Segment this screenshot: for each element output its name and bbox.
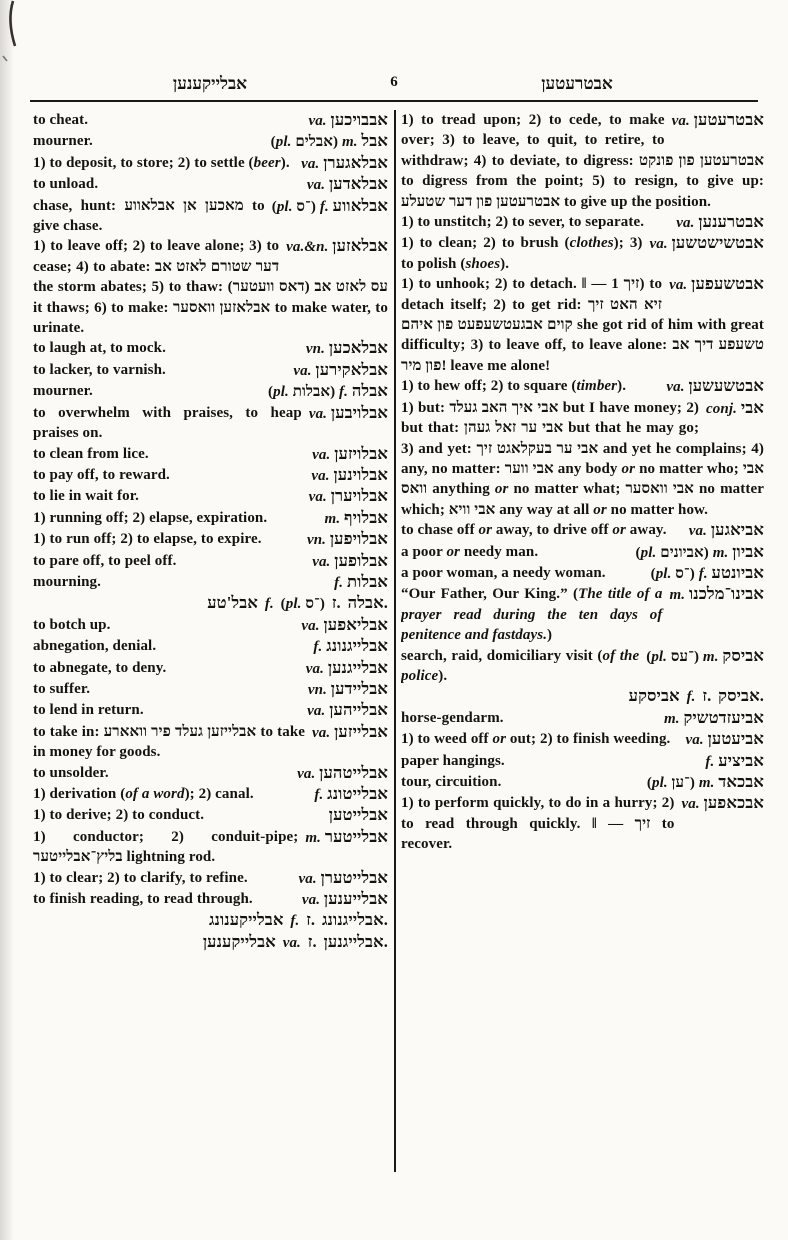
dictionary-entry [401, 274, 764, 376]
definition-text: 1) to perform quickly, to do in a hurry; 2) to read through quickly. ‖ — זיך to recover. [401, 795, 675, 853]
definition-text: 1) running off; 2) elapse, expiration. [33, 509, 268, 526]
headword-group [325, 508, 388, 529]
pos-tag: va. [308, 113, 327, 129]
headword-group [334, 572, 388, 593]
headword: אבבויכען [330, 110, 388, 129]
dictionary-entry [33, 381, 388, 402]
headword-group [666, 376, 764, 397]
pos-tag: va. [293, 362, 312, 379]
pen-mark-artifact [0, 0, 34, 80]
headword-group [308, 110, 388, 131]
headword: אבטרענען [698, 212, 764, 232]
pos-tag: m. [324, 510, 341, 527]
headword: אבלאווע [332, 195, 388, 215]
headword-group [302, 889, 388, 910]
definition-text: 1) to deposit, to store; 2) to settle (beer). [33, 154, 290, 171]
headword: אבלייטען [328, 805, 388, 825]
pos-tag: va. [301, 892, 321, 909]
definition-text: search, raid, domiciliary visit (of the police). [401, 647, 640, 684]
definition-text: to clean from lice. [33, 445, 149, 462]
headword-group [705, 751, 764, 772]
dictionary-entry [33, 110, 388, 131]
pos-tag: (pl. אבלים) m. [270, 134, 358, 151]
headword: אבלאדען [328, 174, 388, 194]
pos-tag: va. [298, 870, 317, 887]
dictionary-entry [401, 708, 764, 729]
ref-segment: אבלה. [347, 593, 388, 613]
running-head-left-word: אבלייקענען [172, 74, 248, 93]
ref-segment: ז. [702, 686, 712, 706]
pos-tag: va. [308, 405, 328, 422]
pos-tag: va. [312, 724, 331, 741]
headword-group [313, 636, 388, 657]
definition-text: to abnegate, to deny. [33, 659, 167, 676]
definition-text: tour, circuition. [401, 774, 502, 790]
dictionary-entry [33, 131, 388, 152]
ref-segment: f. [264, 596, 274, 613]
dictionary-entry [401, 563, 764, 584]
dictionary-entry [401, 398, 764, 520]
headword: אבלייטונג [327, 784, 388, 803]
headword: אבינו־מלכנו [688, 584, 764, 604]
pos-tag: vn. [307, 681, 327, 698]
headword-group [311, 465, 388, 486]
dictionary-entry [401, 584, 764, 645]
dictionary-entry [33, 658, 388, 679]
ref-segment: אבלייגנען. [323, 931, 388, 951]
headword-group [669, 274, 764, 295]
dictionary-entry [401, 646, 764, 687]
headword-group [307, 529, 388, 550]
dictionary-entry [33, 679, 388, 700]
definition-text: 1) to clear; 2) to clarify, to refine. [33, 869, 248, 886]
headword-group [676, 212, 764, 233]
pos-tag: va. [301, 617, 320, 634]
pos-tag: (pl. אביונים) m. [635, 544, 729, 561]
definition-text: to lie in wait for. [33, 488, 139, 505]
definition-text: a poor woman, a needy woman. [401, 564, 606, 581]
headword: אבל [361, 131, 388, 151]
dictionary-entry [33, 551, 388, 572]
definition-text: to laugh at, to mock. [33, 340, 166, 357]
dictionary-entry [401, 751, 764, 772]
definition-text: to chase off or away, to drive off or away. [401, 522, 667, 539]
pos-tag: va. [676, 215, 695, 232]
headword: אבלויפען [329, 529, 388, 549]
dictionary-entry [33, 444, 388, 465]
dictionary-entry [401, 212, 764, 233]
pos-tag: va. [666, 379, 685, 396]
headword: אבלייטער [324, 826, 388, 846]
pos-tag: conj. [706, 400, 737, 417]
pos-tag: f. [705, 753, 715, 770]
headword-group [681, 793, 764, 814]
definition-text: 1) to hew off; 2) to square (timber). [401, 378, 627, 395]
pos-tag: m. [305, 829, 321, 846]
headword: אבכאפען [703, 793, 764, 813]
dictionary-entry [33, 636, 388, 657]
dictionary-entry [33, 868, 388, 889]
pos-tag: va. [306, 177, 326, 194]
pos-tag: va. [685, 732, 704, 749]
ref-segment: ז. [306, 910, 316, 930]
cross-reference-line [33, 932, 388, 953]
pos-tag: va. [671, 113, 690, 129]
headword-group [650, 233, 764, 254]
cross-reference-line [401, 686, 764, 707]
headword: אביעזדטשיק [683, 707, 764, 727]
dictionary-entry [33, 360, 388, 381]
definition-text: to take in: אבלייזען געלד פיר וואארע to take in money for goods. [33, 723, 306, 761]
cross-reference-line [33, 910, 388, 931]
ref-segment: f. [686, 689, 696, 706]
headword-group [647, 772, 764, 793]
definition-text: a poor or needy man. [401, 543, 539, 560]
headword: אבלוינען [333, 464, 388, 484]
definition-text: 1) to leave off; 2) to leave alone; 3) to cease; 4) to abate: דער שטורם לאזט אב the storm abates; 5) to thaw: עס לאזט אב (דאס וועטער) it thaws; 6) to make: אבלאזען וואסער to make water, to urinate. [33, 238, 388, 337]
pos-tag: vn. [306, 532, 326, 549]
dictionary-entry [33, 763, 388, 784]
dictionary-entry [401, 793, 764, 854]
headword: אבלייענען [323, 889, 388, 909]
headword: אבי [740, 397, 764, 417]
headword: אבלה [351, 381, 388, 401]
headword-group [271, 131, 388, 152]
pos-tag: va. [688, 523, 707, 540]
definition-text: mourner. [33, 383, 93, 400]
pos-tag: (pl. ־ס) f. [271, 198, 329, 215]
headword: אביעטען [707, 729, 764, 749]
headword: אביון [732, 541, 764, 561]
cross-reference-line [33, 593, 388, 614]
definition-text: to pay off, to reward. [33, 466, 170, 483]
headword-group [307, 700, 388, 721]
dictionary-entry [33, 236, 388, 338]
ref-segment: אבל'טע [207, 593, 258, 613]
dictionary-entry [33, 889, 388, 910]
ref-segment: אבלייקענען [202, 931, 276, 951]
left-column [33, 110, 388, 1172]
ref-segment: אבלייקענונג [208, 910, 284, 930]
definition-text: to lacker, to varnish. [33, 361, 166, 378]
ref-segment: (pl. ־ס) [280, 596, 325, 613]
headword: אבכאד [718, 772, 764, 791]
headword-group [686, 729, 765, 750]
pos-tag: (pl. ־ען) m. [646, 775, 715, 791]
headword: אבטשעפען [691, 274, 764, 294]
pos-tag: f. [313, 639, 323, 656]
headword-group [307, 174, 388, 195]
headword: אבלויערן [330, 486, 388, 506]
ref-segment: f. [290, 913, 300, 930]
dictionary-entry [401, 376, 764, 397]
headword-group [305, 827, 388, 848]
definition-text: 1) but: אבי איך האב געלד but I have money; 2) but that: אבי ער זאל געהן but that he may go; 3) and yet: אבי ער בעקלאגט זיך and yet he complains; 4) any, no matter: אבי ווער any body or no matter who; אבי וואס anything or no matter what; אבי וואסער no matter which; אבי וויא any way at all or no matter how. [401, 399, 764, 518]
definition-text: “Our Father, Our King.” (The title of a prayer read during the ten days of penitence and fastdays.) [401, 586, 663, 644]
dictionary-entry [33, 338, 388, 359]
ref-segment: va. [282, 934, 301, 951]
ref-segment: ז. [307, 931, 317, 951]
definition-text: 1) to derive; 2) to conduct. [33, 807, 205, 824]
dictionary-entry [33, 805, 388, 826]
definition-text: mourner. [33, 133, 93, 150]
dictionary-entry [33, 572, 388, 593]
headword: אבלייזען [334, 721, 388, 741]
headword-group [689, 520, 764, 541]
dictionary-entry [33, 827, 388, 868]
pos-tag: (pl. אבלות) f. [268, 384, 348, 401]
definition-text: to unsolder. [33, 764, 109, 781]
pos-tag: va. [312, 553, 331, 570]
definition-text: to overwhelm with praises, to heap praises on. [33, 404, 302, 442]
definition-text: horse-gendarm. [401, 709, 504, 726]
headword-group [651, 563, 764, 584]
definition-text: 1) to tread upon; 2) to cede, to make over; 3) to leave, to quit, to retire, to withdraw; 4) to deviate, to digress: אבטרעטען פון פונקט to digress from the point; 5) to resign, to give up: אבטרעטען פון דער שטעלע to give up the position. [401, 112, 764, 210]
dictionary-entry [401, 233, 764, 274]
headword: אבליאפען [323, 614, 388, 634]
headword-group [306, 338, 388, 359]
pos-tag: m. [663, 710, 680, 727]
definition-text: to pare off, to peel off. [33, 552, 177, 569]
headword: אבלאכען [328, 338, 388, 358]
running-head [0, 74, 788, 96]
headword: אבליידען [330, 678, 388, 698]
pos-tag: va. [308, 489, 327, 506]
headword: אבלופען [334, 550, 388, 570]
headword: אביסק [722, 645, 764, 665]
headword: אבלאקירען [315, 359, 388, 379]
headword-group [293, 360, 388, 381]
pos-tag: va. [301, 155, 320, 172]
header-rule [30, 100, 758, 102]
definition-text: 1) to unhook; 2) to detach. ‖ — זיך 1) to detach itself; 2) to get rid: זיא האט זיך קוים אבגעטשעפעט פון איהם she got rid of him with great difficulty; 3) to leave off, to leave alone: טשעפע דיך אב פון מיר! leave me alone! [401, 276, 764, 374]
dictionary-entry [401, 772, 764, 793]
headword: אבלייהען [329, 700, 388, 720]
definition-text: chase, hunt: מאכען אן אבלאווע to give chase. [33, 197, 265, 235]
dictionary-entry [401, 520, 764, 541]
definition-text: 1) derivation (of a word); 2) canal. [33, 786, 254, 802]
definition-text: abnegation, denial. [33, 638, 157, 655]
headword-group [308, 679, 388, 700]
definition-text: to lend in return. [33, 702, 144, 719]
headword-group [669, 584, 764, 605]
pos-tag: (pl. ־ס) f. [650, 565, 708, 582]
definition-text: mourning. [33, 573, 101, 590]
headword-group [672, 110, 764, 131]
headword-group [306, 658, 388, 679]
definition-text: to suffer. [33, 680, 91, 697]
definition-text: to unload. [33, 176, 99, 193]
dictionary-entry [33, 153, 388, 174]
pos-tag: (pl. ־עס) m. [646, 648, 719, 665]
pos-tag: va. [305, 660, 324, 677]
headword: אביציע [718, 750, 764, 770]
headword: אבטשישטשען [671, 233, 764, 253]
definition-text: to botch up. [33, 616, 111, 633]
definition-text: 1) conductor; 2) conduit-pipe; בליץ־אבלייטער lightning rod. [33, 828, 299, 866]
pos-tag: va. [297, 765, 316, 782]
right-column [401, 110, 764, 1172]
definition-text: to finish reading, to read through. [33, 891, 253, 908]
definition-text: paper hangings. [401, 752, 505, 769]
pos-tag: f. [334, 574, 344, 591]
headword-group [329, 805, 388, 826]
headword: אבטשעשען [688, 376, 764, 396]
definition-text: 1) to clean; 2) to brush (clothes); 3) to polish (shoes). [401, 235, 643, 272]
dictionary-entry [33, 700, 388, 721]
headword-group [286, 236, 388, 257]
ref-segment: אביסק. [718, 686, 764, 706]
headword-group [646, 646, 764, 667]
dictionary-entry [33, 403, 388, 444]
headword-group [312, 444, 388, 465]
dictionary-entry [33, 486, 388, 507]
pos-tag: vn. [305, 341, 325, 358]
headword-group [301, 153, 388, 174]
pos-tag: va. [649, 236, 668, 253]
dictionary-entry [33, 529, 388, 550]
headword: אבלויבען [330, 402, 388, 422]
headword-group [272, 196, 388, 217]
headword-group [312, 551, 388, 572]
headword-group [314, 784, 388, 805]
dictionary-entry [33, 508, 388, 529]
ref-segment: ז. [331, 593, 341, 613]
dictionary-entry [401, 110, 764, 212]
headword: אבלייגנען [327, 657, 388, 677]
headword-group [297, 763, 388, 784]
headword-group [636, 542, 764, 563]
headword: אבלאגערן [323, 152, 388, 172]
dictionary-entry [33, 615, 388, 636]
pos-tag: va. [669, 277, 688, 294]
headword: אביאגען [710, 520, 764, 540]
headword: אבלות [346, 571, 388, 591]
headword-group [298, 868, 388, 889]
headword-group [309, 486, 388, 507]
headword: אבלייגנונג [326, 636, 388, 656]
pos-tag: f. [314, 787, 324, 803]
headword-group [312, 722, 388, 743]
pos-tag: va. [681, 796, 700, 813]
text-columns [33, 110, 764, 1172]
headword-group [301, 615, 388, 636]
dictionary-entry [33, 174, 388, 195]
page-number: 6 [390, 74, 398, 90]
definition-text: 1) to weed off or out; 2) to finish weeding. [401, 731, 671, 748]
definition-text: 1) to unstitch; 2) to sever, to separate. [401, 214, 645, 231]
pos-tag: va. [312, 446, 331, 463]
headword: אבלויף [344, 507, 388, 527]
ref-segment: אבלייגנונג. [322, 910, 388, 930]
column-divider-rule [394, 110, 396, 1172]
headword-group [706, 398, 764, 419]
pos-tag: va.&n. [286, 239, 329, 256]
dictionary-entry [33, 784, 388, 805]
headword-group [268, 381, 388, 402]
running-head-right-word: אבטרעטען [541, 74, 613, 93]
headword: אבלאזען [332, 236, 388, 256]
dictionary-entry [33, 722, 388, 763]
pos-tag: va. [311, 467, 330, 484]
headword: אבלויזען [334, 443, 388, 463]
headword-group [664, 708, 764, 729]
headword: אבלייטערן [320, 867, 388, 887]
headword-group [309, 403, 388, 424]
dictionary-entry [33, 465, 388, 486]
pos-tag: va. [307, 703, 326, 720]
dictionary-entry [401, 729, 764, 750]
ref-segment: אביסקע [628, 686, 680, 706]
headword: אביונטע [711, 562, 764, 582]
headword: אבלייטהען [319, 762, 388, 782]
pos-tag: m. [669, 587, 686, 604]
definition-text: 1) to run off; 2) to elapse, to expire. [33, 531, 262, 548]
dictionary-entry [401, 542, 764, 563]
headword: אבטרעטען [693, 110, 764, 129]
definition-text: to cheat. [33, 112, 89, 128]
dictionary-entry [33, 196, 388, 237]
